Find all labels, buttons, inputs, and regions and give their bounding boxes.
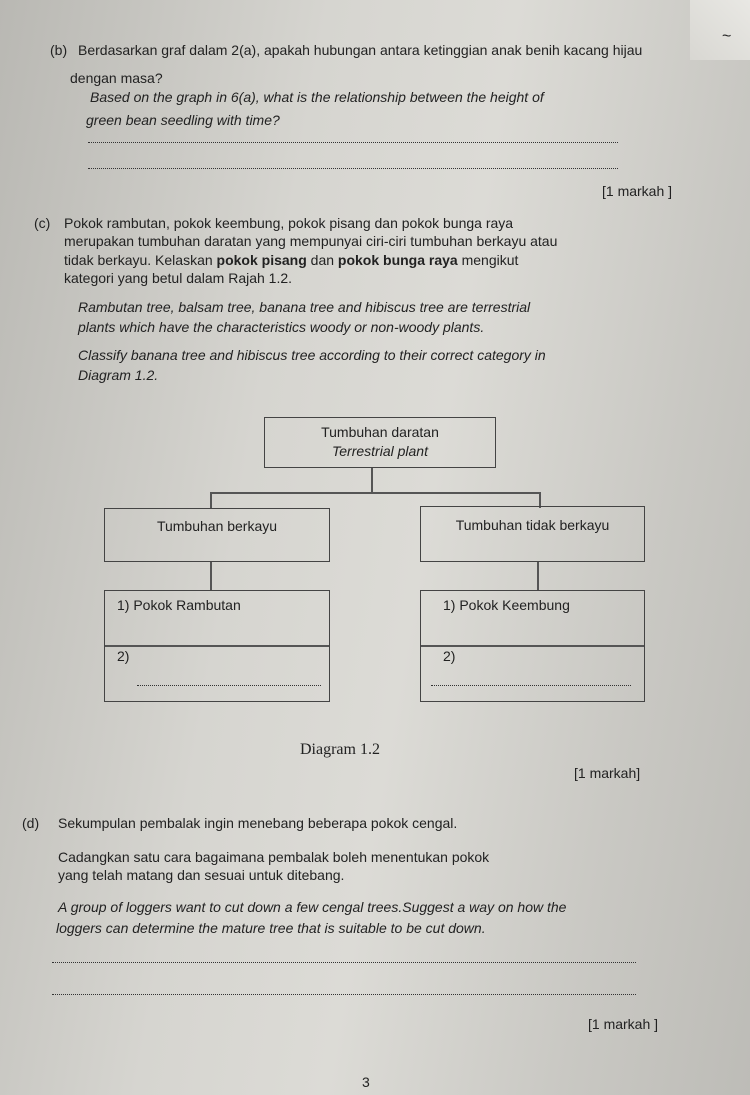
right-item2: 2)	[443, 648, 456, 664]
part-b-english-line2: green bean seedling with time?	[86, 112, 280, 128]
part-d-malay-line2: Cadangkan satu cara bagaimana pembalak boleh menentukan pokok	[58, 849, 490, 865]
connector-line	[210, 562, 212, 590]
part-b-malay-line2: dengan masa?	[70, 70, 163, 86]
left-category-box	[104, 508, 330, 562]
part-c-english-p1-line1: Rambutan tree, balsam tree, banana tree and hibiscus tree are terrestrial	[78, 299, 531, 315]
part-c-label: (c)	[34, 215, 51, 231]
left-items-box	[104, 590, 330, 702]
part-d-malay-line1: Sekumpulan pembalak ingin menebang beberapa pokok cengal.	[58, 815, 458, 831]
diagram-caption: Diagram 1.2	[300, 741, 380, 758]
answer-line	[88, 168, 618, 169]
part-d-malay-line3: yang telah matang dan sesuai untuk ditebang.	[58, 867, 345, 883]
answer-line	[137, 685, 321, 686]
left-category-label: Tumbuhan berkayu	[156, 518, 278, 534]
part-c-english-p1-line2: plants which have the characteristics woody or non-woody plants.	[78, 319, 485, 335]
part-c-malay-line3-post: mengikut	[457, 252, 519, 268]
answer-line	[431, 685, 631, 686]
part-c-english-p2-line1: Classify banana tree and hibiscus tree according to their correct category in	[78, 347, 546, 363]
part-c-marks: [1 markah]	[574, 765, 641, 781]
part-c-malay-line4: kategori yang betul dalam Rajah 1.2.	[64, 270, 293, 286]
divider	[421, 645, 644, 647]
part-c-english-p2-line2: Diagram 1.2.	[78, 367, 159, 383]
right-item1: 1) Pokok Keembung	[443, 597, 570, 613]
part-b-label: (b)	[50, 42, 68, 58]
page-corner	[690, 0, 750, 60]
part-d-marks: [1 markah ]	[588, 1016, 659, 1032]
part-c-malay-line3	[64, 251, 518, 270]
part-d-english-line1: A group of loggers want to cut down a few cengal trees.Suggest a way on how the	[58, 899, 567, 915]
root-box	[264, 417, 496, 468]
part-b-marks: [1 markah ]	[602, 183, 673, 199]
right-category-label: Tumbuhan tidak berkayu	[455, 517, 610, 533]
part-c-malay-line3-mid: dan	[306, 252, 338, 268]
right-items-box	[420, 590, 645, 702]
part-b-english-line1: Based on the graph in 6(a), what is the relationship between the height of	[90, 89, 544, 105]
left-item1: 1) Pokok Rambutan	[117, 597, 241, 613]
connector-line	[537, 562, 539, 590]
page-number: 3	[362, 1074, 370, 1090]
part-c-malay-line2: merupakan tumbuhan daratan yang mempunyai ciri-ciri tumbuhan berkayu atau	[64, 233, 558, 249]
hibiscus-tree-term: pokok bunga raya	[337, 252, 458, 268]
left-item2: 2)	[117, 648, 130, 664]
right-category-box	[420, 506, 645, 562]
connector-line	[371, 468, 373, 493]
banana-tree-term: pokok pisang	[216, 252, 307, 268]
part-c-malay-line3-pre: tidak berkayu. Kelaskan	[64, 252, 217, 268]
part-b-malay-line1: Berdasarkan graf dalam 2(a), apakah hubungan antara ketinggian anak benih kacang hijau	[78, 42, 643, 58]
corner-mark: ~	[722, 28, 732, 45]
root-malay: Tumbuhan daratan	[321, 424, 439, 440]
connector-line	[210, 492, 540, 494]
divider	[105, 645, 329, 647]
part-d-label: (d)	[22, 815, 40, 831]
answer-line	[52, 962, 636, 963]
root-english: Terrestrial plant	[332, 443, 428, 459]
answer-line	[52, 994, 636, 995]
part-c-malay-line1: Pokok rambutan, pokok keembung, pokok pisang dan pokok bunga raya	[64, 215, 514, 231]
answer-line	[88, 142, 618, 143]
part-d-english-line2: loggers can determine the mature tree that is suitable to be cut down.	[56, 920, 486, 936]
connector-line	[210, 492, 212, 508]
